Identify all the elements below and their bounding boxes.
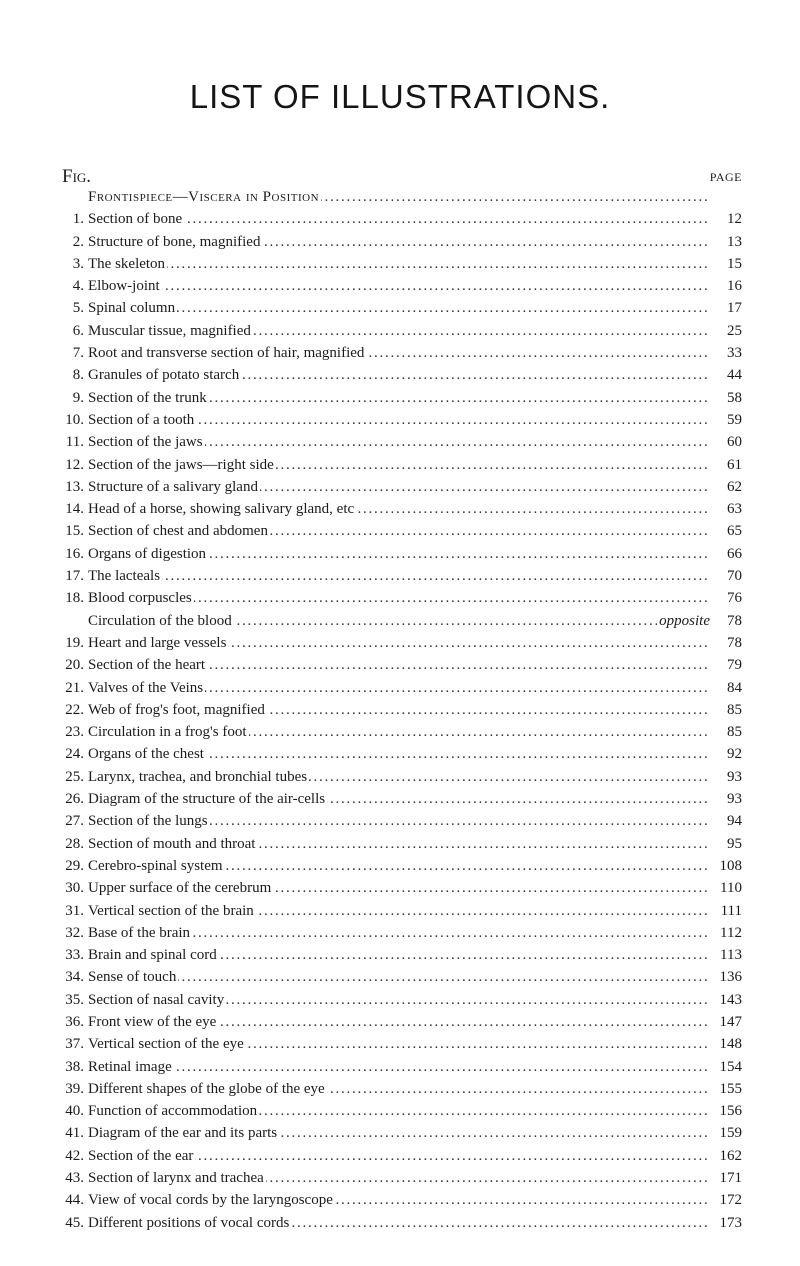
figure-title-text: View of vocal cords by the laryngoscope — [88, 1192, 333, 1209]
list-item — [62, 431, 742, 453]
figure-title — [88, 498, 710, 520]
page-number: 155 — [719, 1080, 742, 1097]
figure-title — [88, 766, 710, 788]
figure-title — [88, 342, 710, 364]
page-column-label: PAGE — [709, 170, 742, 184]
page-number: 162 — [719, 1147, 742, 1164]
list-item — [62, 721, 742, 743]
figure-title — [88, 1056, 710, 1078]
list-item — [62, 944, 742, 966]
list-item — [62, 208, 742, 230]
figure-title-text: Section of the jaws—right side — [88, 456, 274, 473]
figure-title-text: Elbow-joint — [88, 278, 160, 295]
figure-title — [88, 431, 710, 453]
figure-title-text: Section of the lungs — [88, 813, 208, 830]
figure-number: 45. — [65, 1214, 84, 1231]
list-item — [62, 342, 742, 364]
figure-title — [88, 565, 710, 587]
figure-number: 4. — [72, 278, 84, 295]
page-number: 148 — [719, 1036, 742, 1053]
figure-title — [88, 788, 710, 810]
figure-title — [88, 699, 710, 721]
figure-title — [88, 543, 710, 565]
figure-title — [88, 297, 710, 319]
list-item — [62, 1212, 742, 1234]
figure-number: 31. — [65, 902, 84, 919]
figure-number: 14. — [65, 501, 84, 518]
list-item — [62, 743, 742, 765]
list-item — [62, 387, 742, 409]
figure-title-text: Section of larynx and trachea — [88, 1170, 264, 1187]
list-item — [62, 1122, 742, 1144]
figure-title-text: Section of a tooth — [88, 411, 195, 428]
page-number: 172 — [719, 1192, 742, 1209]
list-item — [62, 966, 742, 988]
list-item — [62, 186, 742, 208]
page-number: 147 — [719, 1013, 742, 1030]
list-item — [62, 1056, 742, 1078]
figure-title — [88, 654, 710, 676]
page-number: 66 — [727, 545, 742, 562]
page-number: 59 — [727, 411, 742, 428]
list-item — [62, 231, 742, 253]
list-item — [62, 253, 742, 275]
figure-title — [88, 610, 710, 632]
list-item — [62, 1100, 742, 1122]
list-item — [62, 320, 742, 342]
list-item — [62, 766, 742, 788]
page-number: 108 — [719, 857, 742, 874]
figure-title — [88, 253, 710, 275]
figure-number: 28. — [65, 835, 84, 852]
page-number: 16 — [727, 278, 742, 295]
figure-title-text: Brain and spinal cord — [88, 947, 217, 964]
figure-title — [88, 966, 710, 988]
figure-title-text: Vertical section of the brain — [88, 902, 254, 919]
figure-number: 30. — [65, 880, 84, 897]
list-item — [62, 1033, 742, 1055]
list-item — [62, 788, 742, 810]
illustrations-list — [62, 186, 742, 1234]
figure-number: 8. — [72, 367, 84, 384]
figure-title-text: Different shapes of the globe of the eye — [88, 1080, 325, 1097]
figure-number: 32. — [65, 924, 84, 941]
figure-title — [88, 387, 710, 409]
page-number: 13 — [727, 233, 742, 250]
figure-number: 35. — [65, 991, 84, 1008]
list-item — [62, 677, 742, 699]
figure-title-text: Upper surface of the cerebrum — [88, 880, 272, 897]
figure-number: 42. — [65, 1147, 84, 1164]
list-item — [62, 409, 742, 431]
figure-number: 20. — [65, 657, 84, 674]
page-number: 93 — [727, 768, 742, 785]
page-number: 12 — [727, 211, 742, 228]
list-item — [62, 565, 742, 587]
list-item — [62, 1145, 742, 1167]
figure-title — [88, 721, 710, 743]
page-number: 15 — [727, 255, 742, 272]
figure-title-text: Diagram of the ear and its parts — [88, 1125, 278, 1142]
page-number: 65 — [727, 523, 742, 540]
list-item — [62, 833, 742, 855]
list-item — [62, 275, 742, 297]
figure-title — [88, 1078, 710, 1100]
figure-title-text: Section of mouth and throat — [88, 835, 256, 852]
page-number: 112 — [720, 924, 742, 941]
figure-number: 22. — [65, 701, 84, 718]
page-number: 143 — [719, 991, 742, 1008]
page-number: 33 — [727, 345, 742, 362]
page-number: 79 — [727, 657, 742, 674]
figure-note: opposite — [657, 610, 710, 632]
figure-number: 24. — [65, 746, 84, 763]
figure-title-text: Base of the brain — [88, 924, 191, 941]
list-header — [62, 166, 742, 188]
page-number: 58 — [727, 389, 742, 406]
figure-title-text: Circulation of the blood — [88, 612, 232, 629]
page-title: LIST OF ILLUSTRATIONS. — [189, 78, 611, 115]
figure-number: 39. — [65, 1080, 84, 1097]
page-number: 113 — [720, 947, 742, 964]
figure-title-text: Larynx, trachea, and bronchial tubes — [88, 768, 308, 785]
page-number: 156 — [719, 1103, 742, 1120]
list-item — [62, 587, 742, 609]
figure-title-text: Section of the ear — [88, 1147, 194, 1164]
figure-number: 29. — [65, 857, 84, 874]
list-item — [62, 476, 742, 498]
page-number: 110 — [720, 880, 742, 897]
list-item — [62, 1167, 742, 1189]
figure-title — [88, 833, 710, 855]
figure-title-text: Section of bone — [88, 211, 183, 228]
figure-number: 10. — [65, 411, 84, 428]
figure-title-text: Muscular tissue, magnified — [88, 322, 251, 339]
figure-title-text: Sense of touch — [88, 969, 177, 986]
figure-title-text: Heart and large vessels — [88, 634, 227, 651]
figure-title-text: Section of nasal cavity — [88, 991, 225, 1008]
figure-title — [88, 1212, 710, 1234]
list-item — [62, 1011, 742, 1033]
figure-title — [88, 1033, 710, 1055]
figure-number: 18. — [65, 590, 84, 607]
figure-title — [88, 208, 710, 230]
figure-title-text: Section of the jaws — [88, 434, 203, 451]
page-number: 173 — [719, 1214, 742, 1231]
figure-title — [88, 231, 710, 253]
figure-number: 11. — [65, 434, 84, 451]
figure-title — [88, 677, 710, 699]
figure-number: 33. — [65, 947, 84, 964]
list-item — [62, 654, 742, 676]
list-item — [62, 855, 742, 877]
figure-number: 38. — [65, 1058, 84, 1075]
page-number: 92 — [727, 746, 742, 763]
figure-number: 21. — [65, 679, 84, 696]
figure-number: 1. — [72, 211, 84, 228]
page-number: 84 — [727, 679, 742, 696]
figure-title-text: Vertical section of the eye — [88, 1036, 244, 1053]
figure-number: 16. — [65, 545, 84, 562]
figure-number: 9. — [72, 389, 84, 406]
figure-number: 2. — [72, 233, 84, 250]
page-number: 78 — [727, 612, 742, 629]
figure-number: 34. — [65, 969, 84, 986]
list-item — [62, 877, 742, 899]
figure-title-text: Retinal image — [88, 1058, 172, 1075]
figure-title — [88, 1100, 710, 1122]
figure-title — [88, 1122, 710, 1144]
figure-number: 23. — [65, 724, 84, 741]
figure-number: 27. — [65, 813, 84, 830]
figure-number: 19. — [65, 634, 84, 651]
page-number: 17 — [727, 300, 742, 317]
figure-title — [88, 1011, 710, 1033]
figure-title-text: Spinal column — [88, 300, 176, 317]
figure-title-text: Circulation in a frog's foot — [88, 724, 247, 741]
list-item — [62, 543, 742, 565]
figure-number: 37. — [65, 1036, 84, 1053]
figure-number: 6. — [72, 322, 84, 339]
page-number: 70 — [727, 568, 742, 585]
figure-number: 36. — [65, 1013, 84, 1030]
list-item — [62, 989, 742, 1011]
page-number: 85 — [727, 724, 742, 741]
figure-number: 13. — [65, 478, 84, 495]
figure-title — [88, 1167, 710, 1189]
figure-title — [88, 922, 710, 944]
figure-title-text: Function of accommodation — [88, 1103, 258, 1120]
page-number: 78 — [727, 634, 742, 651]
figure-title — [88, 877, 710, 899]
figure-number: 26. — [65, 791, 84, 808]
figure-title-text: Valves of the Veins — [88, 679, 204, 696]
figure-title-text: Structure of bone, magnified — [88, 233, 261, 250]
figure-title-text: Diagram of the structure of the air-cells — [88, 791, 326, 808]
list-item — [62, 632, 742, 654]
figure-title-text: The lacteals — [88, 568, 161, 585]
figure-number: 40. — [65, 1103, 84, 1120]
figure-title-text: Organs of digestion — [88, 545, 207, 562]
page-number: 25 — [727, 322, 742, 339]
page-number: 63 — [727, 501, 742, 518]
figure-title — [88, 520, 710, 542]
list-item — [62, 699, 742, 721]
figure-number: 17. — [65, 568, 84, 585]
page-number: 93 — [727, 791, 742, 808]
figure-title — [88, 900, 710, 922]
figure-title-text: Cerebro-spinal system — [88, 857, 223, 874]
list-item — [62, 454, 742, 476]
page-number: 61 — [727, 456, 742, 473]
list-item — [62, 810, 742, 832]
figure-title — [88, 476, 710, 498]
figure-title-text: Root and transverse section of hair, magnified — [88, 345, 365, 362]
figure-title-text: Web of frog's foot, magnified — [88, 701, 265, 718]
page-number: 44 — [727, 367, 742, 384]
figure-title — [88, 810, 710, 832]
page-number: 111 — [720, 902, 742, 919]
figure-number: 25. — [65, 768, 84, 785]
page-number: 171 — [719, 1170, 742, 1187]
figure-number: 12. — [65, 456, 84, 473]
figure-title-text: Frontispiece—Viscera in Position — [88, 189, 320, 205]
figure-number: 41. — [65, 1125, 84, 1142]
figure-title-text: Section of chest and abdomen — [88, 523, 268, 540]
figure-title-text: Front view of the eye — [88, 1013, 217, 1030]
figure-title — [88, 409, 710, 431]
list-item — [62, 900, 742, 922]
figure-title — [88, 186, 710, 208]
figure-title — [88, 587, 710, 609]
figure-title-text: Granules of potato starch — [88, 367, 240, 384]
figure-number: 44. — [65, 1192, 84, 1209]
page-number: 136 — [719, 969, 742, 986]
page-number: 76 — [727, 590, 742, 607]
figure-title — [88, 743, 710, 765]
list-item — [62, 1078, 742, 1100]
figure-title-text: The skeleton — [88, 255, 166, 272]
page-number: 62 — [727, 478, 742, 495]
figure-title — [88, 989, 710, 1011]
figure-title-text: Blood corpuscles — [88, 590, 192, 607]
figure-number: 5. — [72, 300, 84, 317]
page-number: 154 — [719, 1058, 742, 1075]
figure-title-text: Head of a horse, showing salivary gland, etc — [88, 501, 355, 518]
figure-title-text: Section of the heart — [88, 657, 206, 674]
page-number: 159 — [719, 1125, 742, 1142]
figure-number: 43. — [65, 1170, 84, 1187]
fig-column-label: Fig. — [62, 166, 92, 187]
list-item — [62, 498, 742, 520]
figure-title — [88, 632, 710, 654]
page-number: 60 — [727, 434, 742, 451]
list-item — [62, 364, 742, 386]
list-item — [62, 610, 742, 632]
figure-title — [88, 1145, 710, 1167]
figure-title — [88, 855, 710, 877]
figure-title-text: Organs of the chest — [88, 746, 204, 763]
figure-title — [88, 454, 710, 476]
list-item — [62, 297, 742, 319]
figure-title-text: Different positions of vocal cords — [88, 1214, 290, 1231]
page-number: 94 — [727, 813, 742, 830]
list-item — [62, 1189, 742, 1211]
figure-number: 7. — [72, 345, 84, 362]
figure-title-text: Structure of a salivary gland — [88, 478, 258, 495]
figure-title — [88, 320, 710, 342]
figure-title — [88, 275, 710, 297]
figure-title — [88, 1189, 710, 1211]
list-item — [62, 922, 742, 944]
figure-title — [88, 364, 710, 386]
figure-title-text: Section of the trunk — [88, 389, 207, 406]
page-number: 95 — [727, 835, 742, 852]
figure-number: 15. — [65, 523, 84, 540]
list-item — [62, 520, 742, 542]
figure-number: 3. — [72, 255, 84, 272]
page-number: 85 — [727, 701, 742, 718]
figure-title — [88, 944, 710, 966]
